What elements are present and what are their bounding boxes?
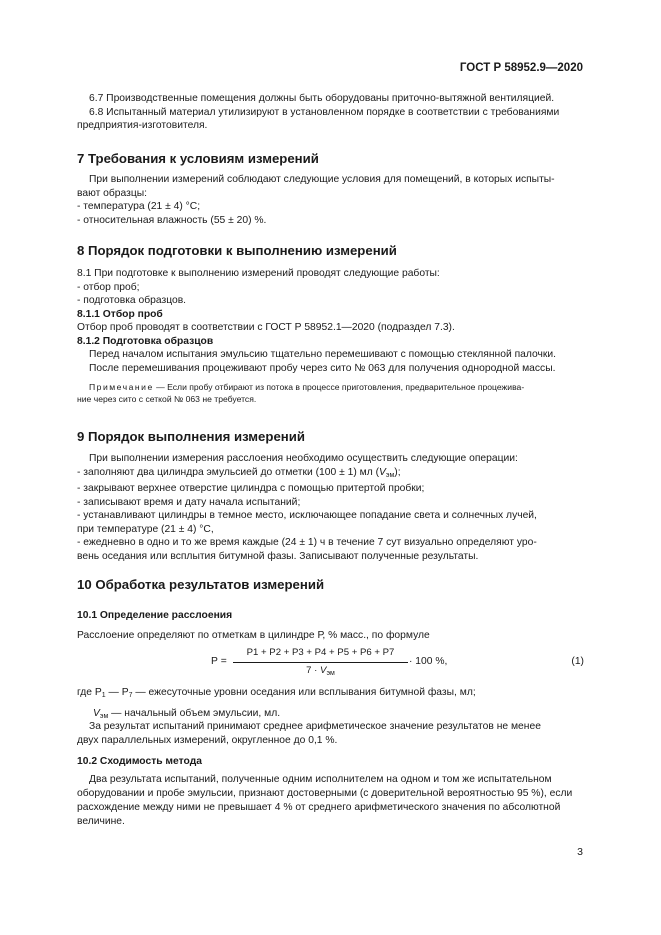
heading-8-1-2: 8.1.2 Подготовка образцов <box>77 335 214 347</box>
section-10-1 <box>77 609 584 642</box>
list-item-preparation: - подготовка образцов. <box>77 295 187 306</box>
convergence-line-1: Два результата испытаний, полученные одним исполнителем на одном и том же испытательном <box>89 774 552 785</box>
para-8-1-1: Отбор проб проводят в соответствии с ГОСТ Р 58952.1—2020 (подраздел 7.3). <box>77 322 455 333</box>
heading-10-2: 10.2 Сходимость метода <box>77 756 202 767</box>
formula-lhs: Р = <box>211 656 227 667</box>
list-item-daily-cont: вень оседания или всплытия битумной фазы. Записывают полученные результаты. <box>77 550 479 562</box>
para-8-1-2-cont: После перемешивания процеживают пробу через сито № 063 для получения однородной массы. <box>89 362 556 374</box>
para-7-intro-cont: вают образцы: <box>77 187 147 199</box>
heading-8-1-1: 8.1.1 Отбор проб <box>77 308 163 320</box>
page-number: 3 <box>577 846 583 858</box>
para-9-intro: При выполнении измерения расслоения необходимо осуществить следующие операции: <box>89 453 518 464</box>
para-7-intro: При выполнении измерений соблюдают следующие условия для помещений, в которых испыты- <box>89 174 555 185</box>
heading-10-1: 10.1 Определение расслоения <box>77 610 233 621</box>
list-item-record: - записывают время и дату начала испытаний; <box>77 496 301 508</box>
para-6-8: 6.8 Испытанный материал утилизируют в установленном порядке в соответствии с требованиями <box>89 106 560 118</box>
formula-1 <box>77 646 584 680</box>
list-item-place: - устанавливают цилиндры в темное место, исключающее попадание света и солнечных лучей, <box>77 510 537 521</box>
heading-section-10: 10 Обработка результатов измерений <box>77 577 325 592</box>
heading-section-9: 9 Порядок выполнения измерений <box>77 429 305 444</box>
para-6-8-cont: предприятия-изготовителя. <box>77 120 208 131</box>
para-10-1: Расслоение определяют по отметкам в цилиндре Р, % масс., по формуле <box>77 629 430 641</box>
section-9-body <box>77 452 584 563</box>
list-item-humidity: - относительная влажность (55 ± 20) %. <box>77 214 267 226</box>
list-item-temperature: - температура (21 ± 4) °С; <box>77 201 201 212</box>
convergence-line-2: оборудовании и пробе эмульсии, признают достоверными (с доверительной вероятностью 95 %), если <box>77 788 573 799</box>
standard-header: ГОСТ Р 58952.9—2020 <box>459 62 583 74</box>
section-7 <box>77 151 584 166</box>
formula-number: (1) <box>571 656 584 667</box>
formula-legend <box>77 686 584 724</box>
section-7-body <box>77 173 584 227</box>
note-line-1 <box>77 382 584 394</box>
formula-numerator: Р1 + Р2 + Р3 + Р4 + Р5 + Р6 + Р7 <box>246 647 395 658</box>
section-10 <box>77 577 584 592</box>
section-8 <box>77 243 584 258</box>
list-item-fill: - заполняют два цилиндра эмульсией до отметки (100 ± 1) мл $(V_{эм})$; <box>77 466 401 479</box>
list-item-sampling: - отбор проб; <box>77 281 140 293</box>
para-8-1: 8.1 При подготовке к выполнению измерений проводят следующие работы: <box>77 268 440 279</box>
result-line-1: За результат испытаний принимают среднее арифметическое значение результатов не менее <box>89 721 541 732</box>
note-line-2: ние через сито с сеткой № 063 не требуется. <box>77 393 257 404</box>
list-item-place-cont: при температуре (21 ± 4) °С, <box>77 523 214 535</box>
formula-tail: · 100 %, <box>409 656 448 667</box>
legend-volume: $V_{эм}$ — начальный объем эмульсии, мл. <box>93 708 281 720</box>
formula-denominator: $7 \cdot V_{эм}$ <box>306 665 335 677</box>
fraction-bar <box>233 662 408 663</box>
section-8-body <box>77 267 584 375</box>
section-6 <box>77 92 584 133</box>
para-6-7: 6.7 Производственные помещения должны быть оборудованы приточно-вытяжной вентиляцией. <box>89 93 555 104</box>
note-label: Примечание <box>89 382 154 392</box>
result-paragraph <box>77 720 584 748</box>
legend-levels: где $Р_1$ — $Р_7$ — ежесуточные уровни оседания или всплывания битумной фазы, мл; <box>77 687 476 699</box>
result-line-2: двух параллельных измерений, округленное до 0,1 %. <box>77 735 338 746</box>
list-item-daily: - ежедневно в одно и то же время каждые (24 ± 1) ч в течение 7 сут визуально определяют уро- <box>77 537 537 548</box>
section-9 <box>77 429 584 444</box>
section-10-2 <box>77 755 584 829</box>
list-item-close: - закрывают верхнее отверстие цилиндра с помощью притертой пробки; <box>77 483 425 494</box>
convergence-line-3: расхождение между ними не превышает 4 % от среднего арифметического значения по абсолютной <box>77 802 561 813</box>
convergence-line-4: величине. <box>77 816 125 827</box>
para-8-1-2: Перед началом испытания эмульсию тщательно перемешивают с помощью стеклянной палочки. <box>89 349 556 360</box>
heading-section-8: 8 Порядок подготовки к выполнению измерений <box>77 243 397 258</box>
heading-section-7: 7 Требования к условиям измерений <box>77 151 319 166</box>
note-block <box>77 382 584 406</box>
note-text: — Если пробу отбирают из потока в процессе приготовления, предварительное процежива- <box>153 382 525 392</box>
